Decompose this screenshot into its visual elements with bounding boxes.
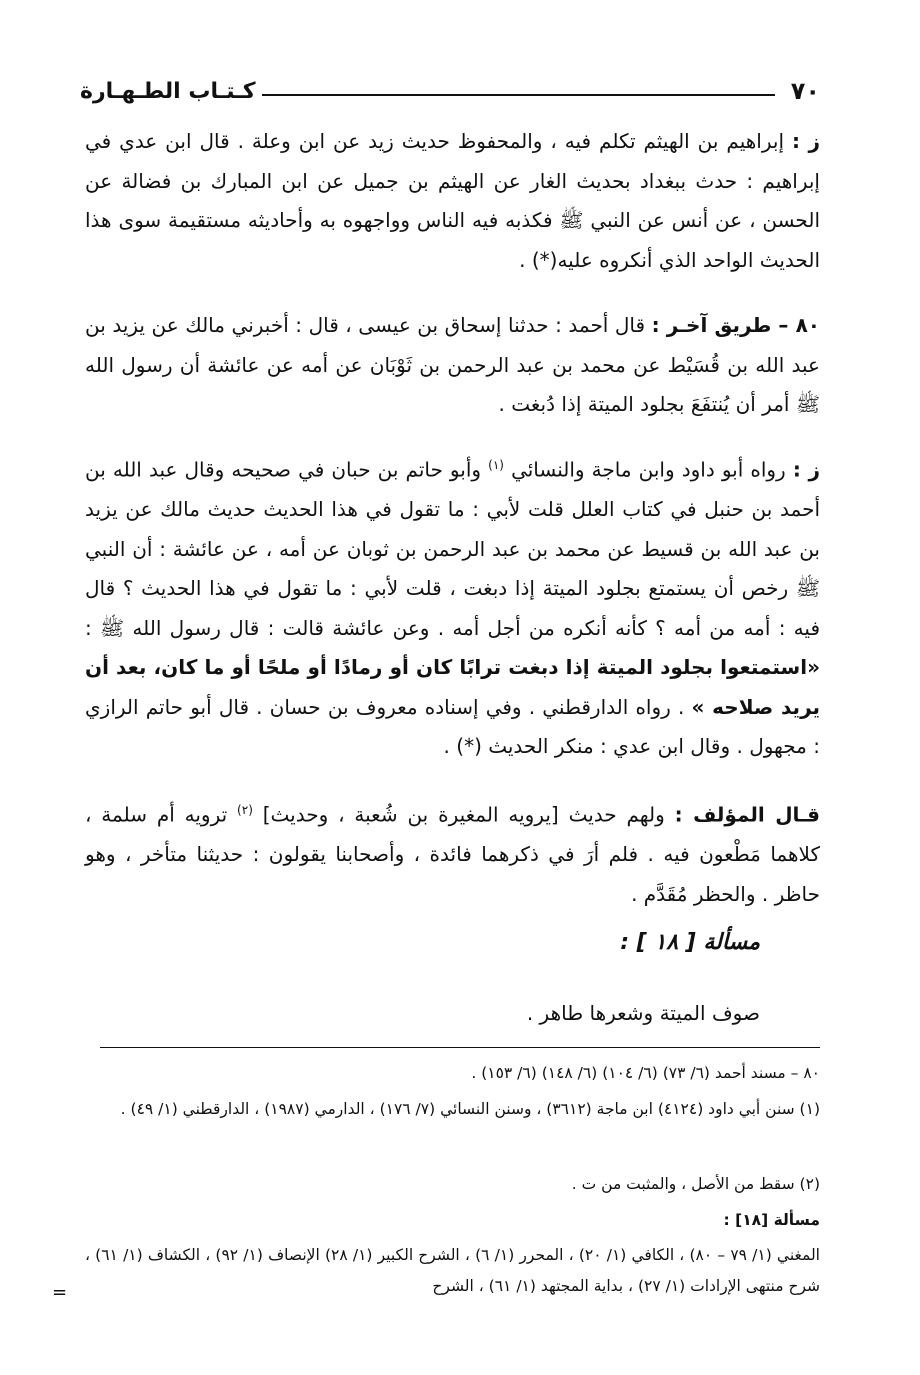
paragraph-1 bbox=[85, 122, 820, 280]
running-header bbox=[80, 74, 820, 108]
paragraph-3-text-b: وأبو حاتم بن حبان في صحيحه وقال عبد الله بن أحمد بن حنبل في كتاب العلل قلت لأبي : ما تقول في هذا الحديث حديث مالك عن يزيد بن عبد الله بن قسيط عن محمد بن عبد الرحمن بن ثوبان عن أمه ، عن عائشة : أن النبي ﷺ رخص أن يستمتع بجلود الميتة إذا دبغت ، قلت لأبي : ما تقول في هذا الحديث ؟ قال فيه : أمه من أمه ؟ كأنه أنكره من أجل أمه . وعن عائشة قالت : قال رسول الله ﷺ : bbox=[85, 457, 820, 640]
footnote-question-heading: مسألة [١٨] : bbox=[723, 1211, 820, 1229]
paragraph-3-text-a: رواه أبو داود وابن ماجة والنسائي bbox=[511, 457, 786, 482]
paragraph-4-lead: قـال المؤلف : bbox=[674, 802, 820, 827]
paragraph-4-text-a: ولهم حديث [يرويه المغيرة بن شُعبة ، وحديث] bbox=[262, 802, 665, 827]
paragraph-4 bbox=[85, 791, 820, 914]
paragraph-2-text: قال أحمد : حدثنا إسحاق بن عيسى ، قال : أخبرني مالك عن يزيد بن عبد الله بن قُسَيْط عن محمد بن عبد الرحمن بن ثَوْبَان عن أمه عن عائشة أن رسول الله ﷺ أمر أن يُنتفَعَ بجلود الميتة إذا دُبغت . bbox=[85, 313, 820, 416]
paragraph-1-lead: ز : bbox=[791, 129, 820, 153]
question-heading: مسألة [ ١٨ ] : bbox=[620, 930, 760, 955]
header-rule bbox=[262, 94, 775, 96]
paragraph-1-text: إبراهيم بن الهيثم تكلم فيه ، والمحفوظ حديث زيد عن ابن وعلة . قال ابن عدي في إبراهيم : حدث ببغداد بحديث الغار عن الهيثم بن جميل عن ابن المبارك بن فضالة عن الحسن ، عن أنس عن النبي ﷺ فكذبه فيه الناس وواجهوه به وأحاديثه مستقيمة سوى هذا الحديث الواحد الذي أنكروه عليه(*) . bbox=[85, 129, 820, 272]
book-title: كـتـاب الطـهـارة bbox=[80, 78, 256, 104]
question-text: صوف الميتة وشعرها طاهر . bbox=[526, 1001, 760, 1025]
footnote-1: (١) سنن أبي داود (٤١٢٤) ابن ماجة (٣٦١٢) ، وسنن النسائي (٧/ ١٧٦) ، الدارمي (١٩٨٧) ، الدارقطني (١/ ٤٩) . bbox=[120, 1100, 820, 1118]
paragraph-3 bbox=[85, 446, 820, 767]
paragraph-3-lead: ز : bbox=[792, 457, 821, 482]
page-number: ٧٠ bbox=[790, 77, 820, 105]
footnote-80: ٨٠ – مسند أحمد (٦/ ٧٣) (٦/ ١٠٤) (٦/ ١٤٨) (٦/ ١٥٣) . bbox=[471, 1064, 820, 1082]
paragraph-3-text-c: . رواه الدارقطني . وفي إسناده معروف بن حسان . قال أبو حاتم الرازي : مجهول . وقال ابن عدي : منكر الحديث (*) . bbox=[85, 694, 820, 759]
hadith-quote: «استمتعوا بجلود الميتة إذا دبغت ترابًا كان أو رمادًا أو ملحًا أو ما كان، بعد أن يريد صلاحه » bbox=[85, 655, 821, 719]
footnote-rule bbox=[100, 1047, 820, 1048]
paragraph-2 bbox=[85, 306, 820, 425]
footnote-question-refs: المغني (١/ ٧٩ – ٨٠) ، الكافي (١/ ٢٠) ، المحرر (١/ ٦) ، الشرح الكبير (١/ ٢٨) الإنصاف (١/ ٩٢) ، الكشاف (١/ ٦١) ، شرح منتهى الإرادات (١/ ٢٧) ، بداية المجتهد (١/ ٦١) ، الشرح bbox=[85, 1246, 820, 1295]
paragraph-2-lead: ٨٠ – طريق آخـر : bbox=[651, 313, 820, 337]
footnote-marker-1: (١) bbox=[488, 458, 504, 472]
paragraph-4-text-b: ترويه أم سلمة ، كلاهما مَطْعون فيه . فلم أرَ في ذكرهما فائدة ، وأصحابنا يقولون : حديثنا متأخر ، وهو حاظر . والحظر مُقَدَّم . bbox=[85, 802, 820, 906]
footnote-marker-2: (٢) bbox=[237, 803, 253, 817]
footnote-2: (٢) سقط من الأصل ، والمثبت من ت . bbox=[571, 1175, 820, 1193]
continuation-mark: = bbox=[52, 1282, 68, 1303]
